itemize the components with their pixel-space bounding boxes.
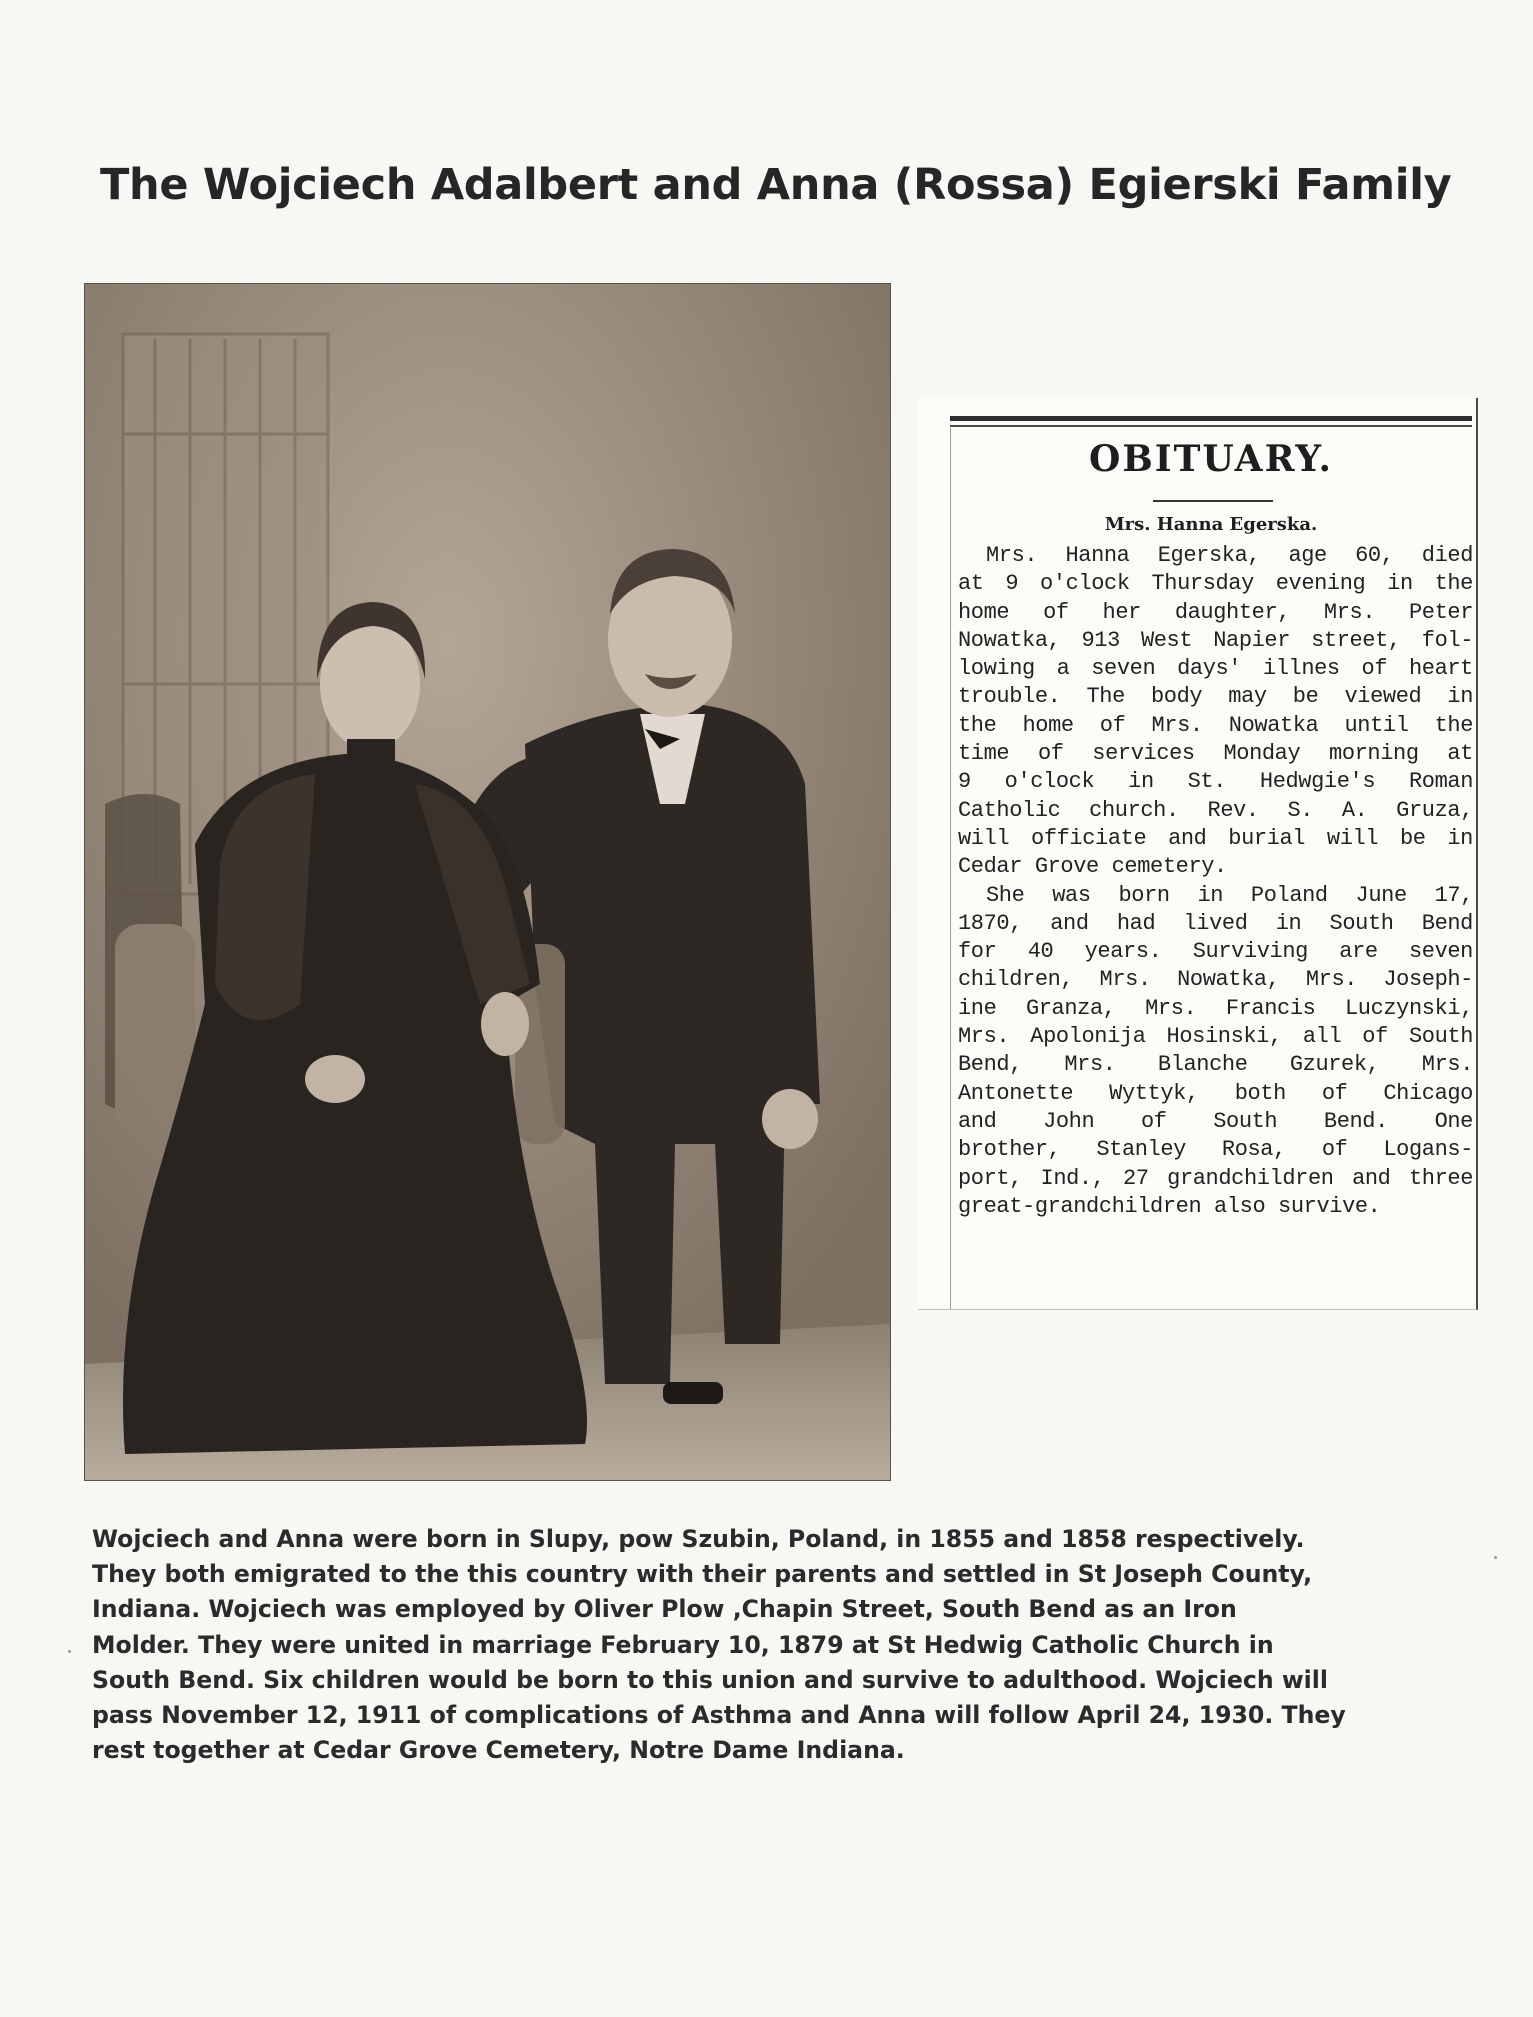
caption-line: Molder. They were united in marriage February 10, 1879 at St Hedwig Catholic Church in [92, 1630, 1274, 1659]
obituary-clipping [918, 398, 1478, 1310]
obituary-line: 1870, and had lived in South Bend [958, 910, 1473, 936]
obituary-line: time of services Monday morning at [958, 741, 1473, 767]
obituary-line: at 9 o'clock Thursday evening in the [958, 571, 1473, 597]
obituary-line: will officiate and burial will be in [958, 825, 1473, 851]
obituary-line: Catholic church. Rev. S. A. Gruza, [958, 797, 1473, 823]
obituary-line: Nowatka, 913 West Napier street, fol- [958, 627, 1473, 653]
obituary-line: Cedar Grove cemetery. [958, 854, 1227, 880]
obituary-line: for 40 years. Surviving are seven [958, 939, 1473, 965]
obituary-line: Antonette Wyttyk, both of Chicago [958, 1080, 1473, 1106]
clipping-top-rule [950, 416, 1472, 421]
obituary-line: the home of Mrs. Nowatka until the [958, 712, 1473, 738]
obituary-line: She was born in Poland June 17, [986, 882, 1473, 908]
caption-line: Indiana. Wojciech was employed by Oliver Plow ,Chapin Street, South Bend as an Iron [92, 1595, 1237, 1624]
obituary-line: children, Mrs. Nowatka, Mrs. Joseph- [958, 967, 1473, 993]
obituary-line: 9 o'clock in St. Hedwgie's Roman [958, 769, 1473, 795]
family-portrait-photo [85, 284, 890, 1480]
obituary-line: Mrs. Apolonija Hosinski, all of South [958, 1024, 1473, 1050]
caption-line: rest together at Cedar Grove Cemetery, Notre Dame Indiana. [92, 1736, 905, 1765]
obituary-line: brother, Stanley Rosa, of Logans- [958, 1137, 1473, 1163]
clipping-left-border [950, 428, 951, 1309]
obituary-line: port, Ind., 27 grandchildren and three [958, 1165, 1473, 1191]
paper-speck [68, 1650, 71, 1653]
obituary-line: Mrs. Hanna Egerska, age 60, died [986, 543, 1473, 568]
clipping-top-rule-thin [950, 425, 1472, 427]
paper-speck [1494, 1556, 1497, 1559]
obituary-line: home of her daughter, Mrs. Peter [958, 599, 1473, 625]
obituary-body [958, 542, 1473, 1221]
obituary-line: lowing a seven days' illnes of heart [958, 656, 1473, 682]
obituary-line: great-grandchildren also survive. [958, 1193, 1381, 1219]
obituary-line: trouble. The body may be viewed in [958, 684, 1473, 710]
caption-line: South Bend. Six children would be born to this union and survive to adulthood. Wojciech will [92, 1665, 1328, 1694]
caption-line: Wojciech and Anna were born in Slupy, pow Szubin, Poland, in 1855 and 1858 respectively. [92, 1525, 1305, 1553]
obituary-line: ine Granza, Mrs. Francis Luczynski, [958, 995, 1473, 1021]
obituary-divider [1153, 500, 1273, 502]
page-title: The Wojciech Adalbert and Anna (Rossa) Egierski Family [100, 160, 1452, 210]
obituary-heading: OBITUARY. [1088, 438, 1334, 480]
portrait-illustration [85, 284, 890, 1480]
obituary-subheading: Mrs. Hanna Egerska. [1104, 514, 1318, 535]
obituary-line: Bend, Mrs. Blanche Gzurek, Mrs. [958, 1052, 1473, 1078]
caption-line: They both emigrated to the this country with their parents and settled in St Joseph County, [92, 1560, 1313, 1589]
family-history-caption [92, 1522, 1422, 1768]
caption-line: pass November 12, 1911 of complications of Asthma and Anna will follow April 24, 1930. They [92, 1701, 1346, 1730]
obituary-line: and John of South Bend. One [958, 1108, 1473, 1134]
